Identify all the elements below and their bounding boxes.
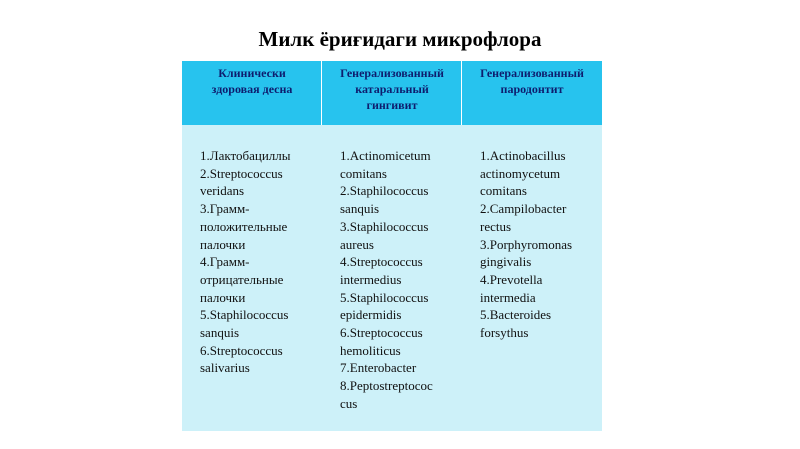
header-periodontitis: Генерализованный пародонтит bbox=[480, 66, 584, 96]
microflora-table bbox=[182, 61, 602, 431]
slide-title: Милк ёриғидаги микрофлора bbox=[258, 27, 542, 51]
list-catarrhal-gingivitis: 1.Actinomicetum comitans 2.Staphilococcus sanquis 3.Staphilococcus aureus 4.Streptococcus intermedius 5.Staphilococcus epidermidis 6.Streptococcus hemoliticus 7.Enterobacter 8.Peptostreptococ cus bbox=[340, 148, 433, 411]
list-healthy-gum: 1.Лактобациллы 2.Streptococcus veridans 3.Грамм- положительные палочки 4.Грамм- отрицательные палочки 5.Staphilococcus sanquis 6.Streptococcus salivarius bbox=[200, 148, 291, 376]
header-catarrhal-gingivitis: Генерализованный катаральный гингивит bbox=[340, 66, 444, 112]
header-divider bbox=[461, 61, 462, 125]
table-header-row bbox=[182, 61, 602, 125]
header-healthy-gum: Клинически здоровая десна bbox=[211, 66, 293, 96]
list-periodontitis: 1.Actinobacillus actinomycetum comitans 2.Campilobacter rectus 3.Porphyromonas gingivalis 4.Prevotella intermedia 5.Bacteroides forsythus bbox=[480, 148, 573, 341]
header-divider bbox=[321, 61, 322, 125]
